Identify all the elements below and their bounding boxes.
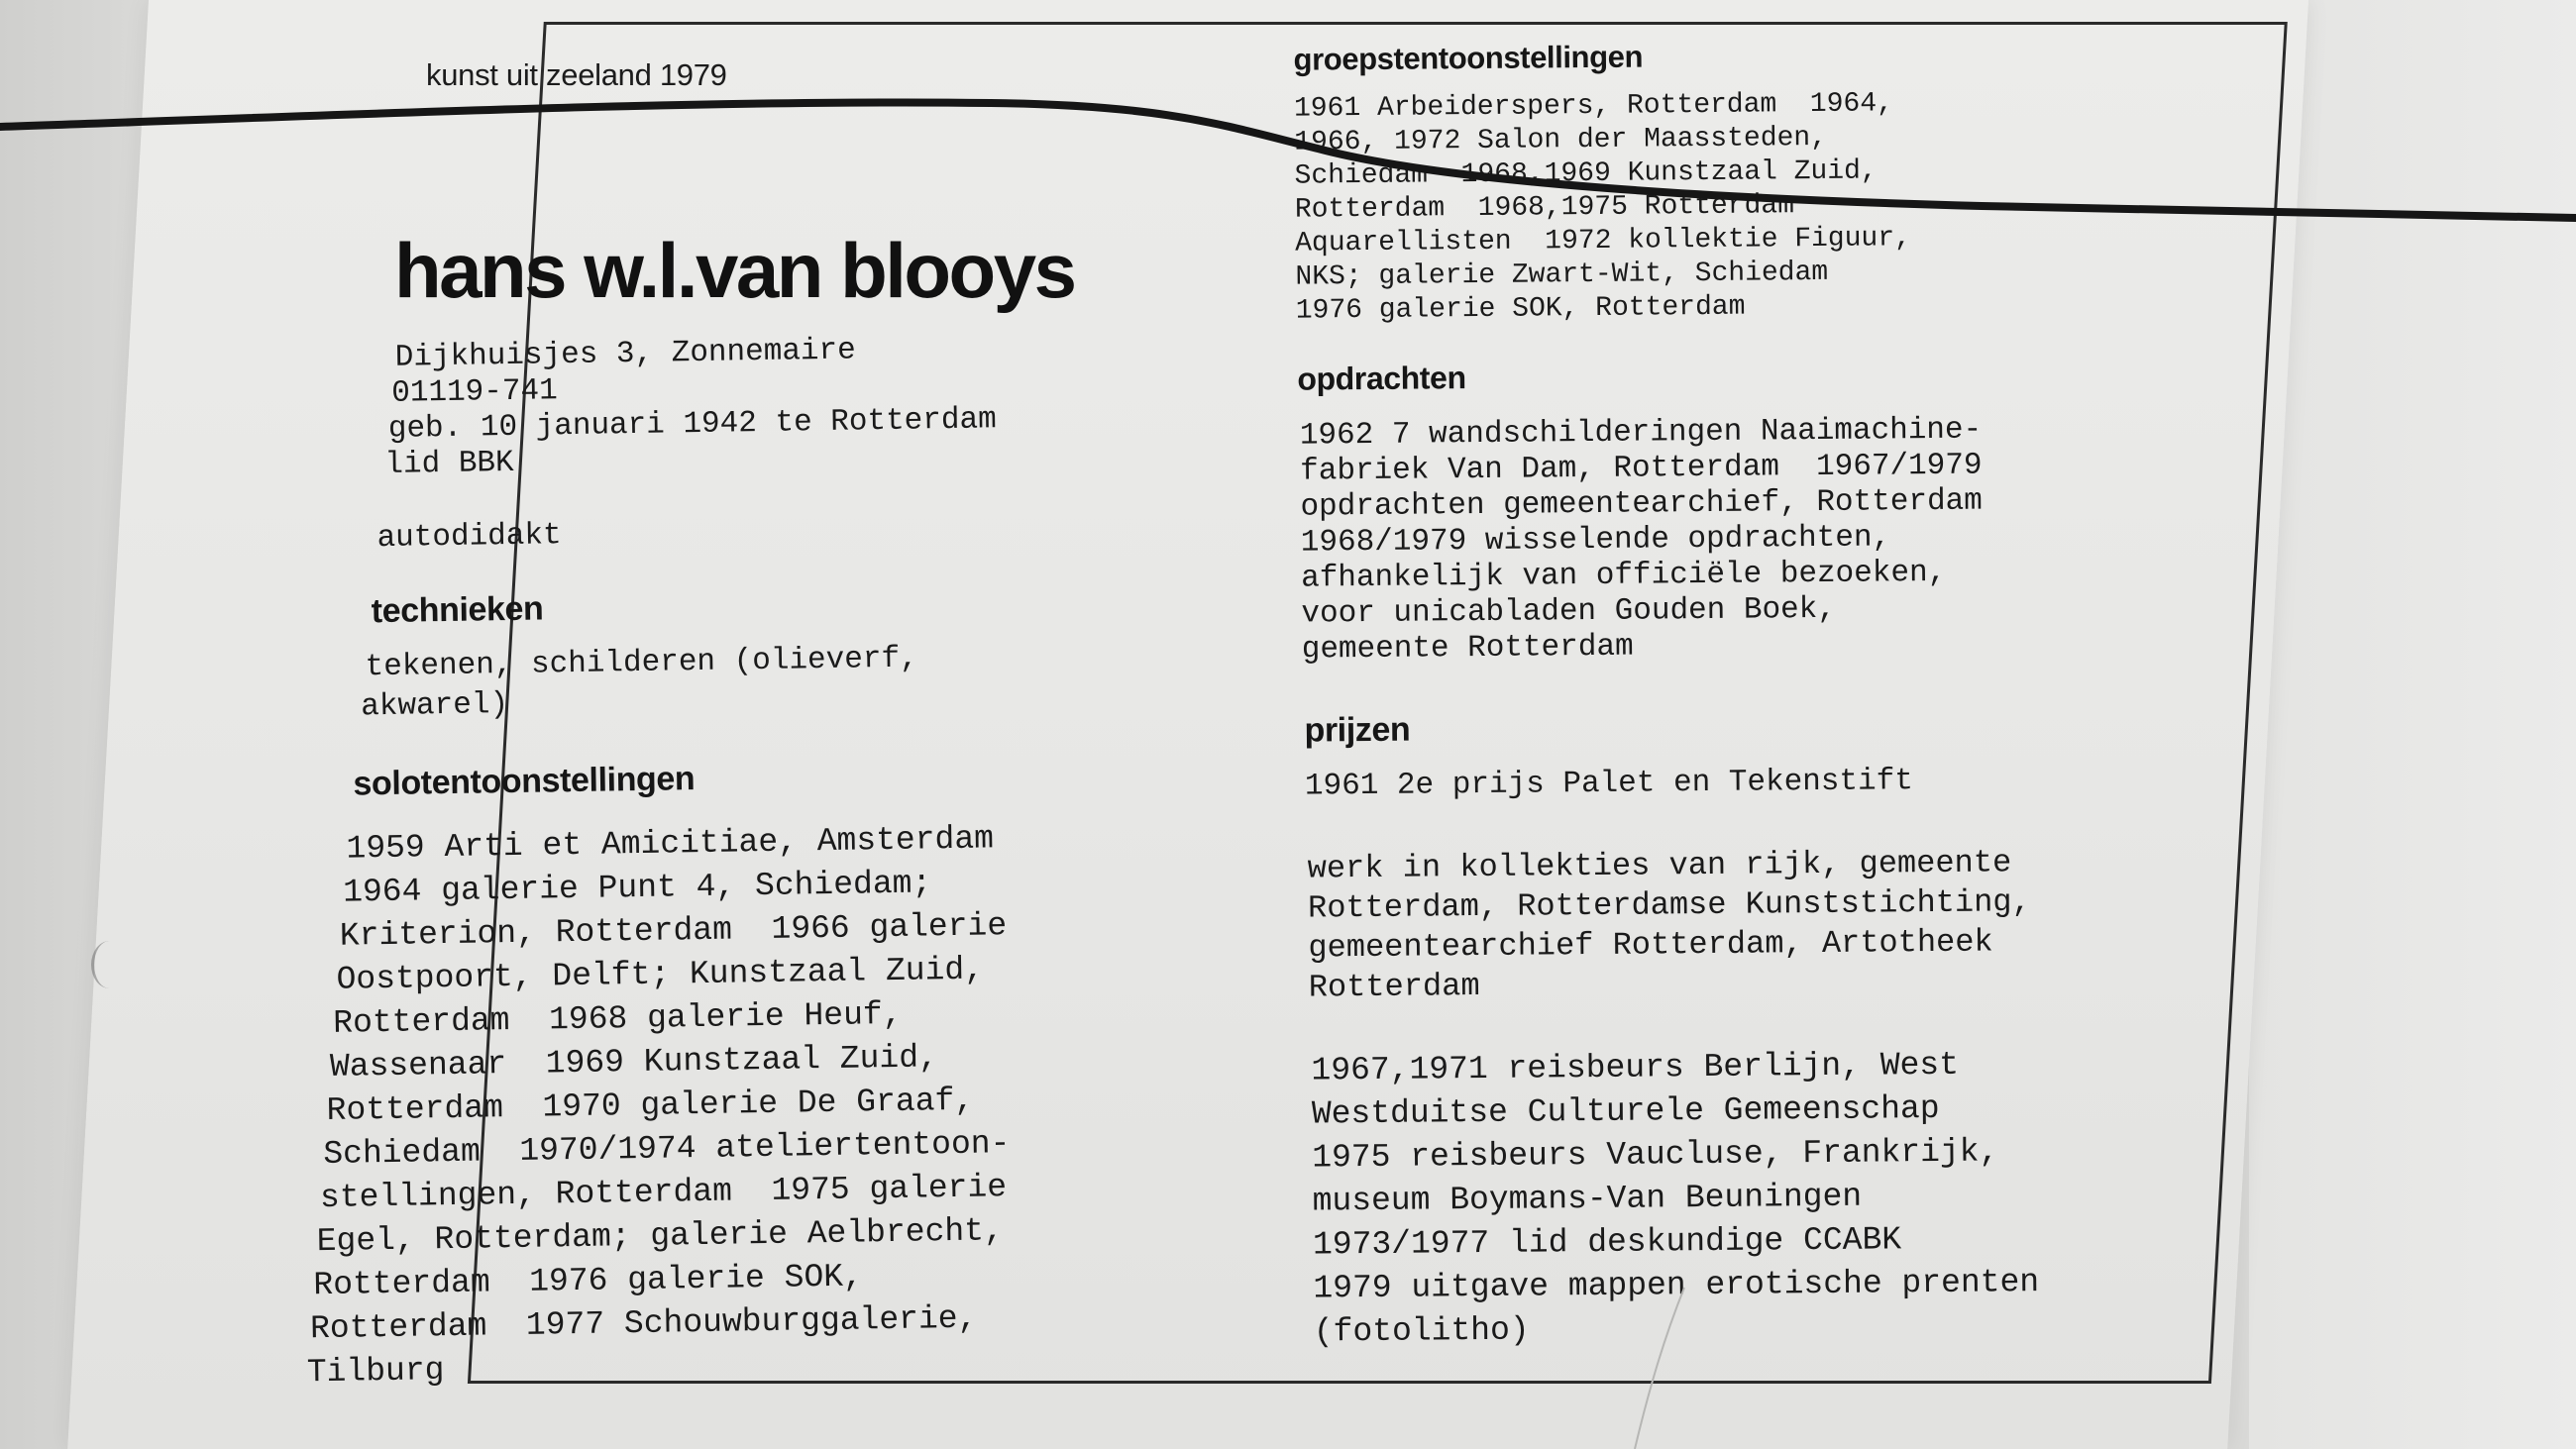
- solo-line: stellingen, Rotterdam 1975 galerie: [319, 1169, 1008, 1217]
- groep-line: 1966, 1972 Salon der Maassteden,: [1294, 122, 1828, 158]
- kollekties-line: werk in kollekties van rijk, gemeente: [1307, 844, 2012, 887]
- solo-line: Rotterdam 1976 galerie SOK,: [313, 1258, 864, 1304]
- solo-line: 1959 Arti et Amicitiae, Amsterdam: [346, 820, 995, 868]
- artist-membership: lid BBK: [384, 445, 514, 482]
- solo-line: Rotterdam 1977 Schouwburggalerie,: [309, 1299, 978, 1348]
- solo-line: Rotterdam 1968 galerie Heuf,: [332, 995, 903, 1042]
- prijzen-heading: prijzen: [1304, 710, 1411, 750]
- technieken-heading: technieken: [371, 589, 544, 631]
- solo-line: Oostpoort, Delft; Kunstzaal Zuid,: [336, 951, 985, 998]
- reisbeurs-line: Westduitse Culturele Gemeenschap: [1311, 1089, 1940, 1133]
- solo-line: Schiedam 1970/1974 ateliertentoon-: [323, 1125, 1011, 1174]
- reisbeurs-line: (fotolitho): [1313, 1311, 1530, 1351]
- opdrachten-line: fabriek Van Dam, Rotterdam 1967/1979: [1300, 448, 1983, 489]
- kollekties-line: gemeentearchief Rotterdam, Artotheek: [1308, 923, 1993, 967]
- opdrachten-line: gemeente Rotterdam: [1301, 629, 1634, 668]
- groep-line: Schiedam 1968,1969 Kunstzaal Zuid,: [1294, 155, 1878, 192]
- technieken-line: akwarel): [360, 687, 509, 725]
- artist-address: Dijkhuisjes 3, Zonnemaire: [394, 333, 857, 375]
- solo-heading: solotentoonstellingen: [353, 760, 696, 803]
- opdrachten-line: 1968/1979 wisselende opdrachten,: [1300, 520, 1891, 561]
- reisbeurs-line: 1967,1971 reisbeurs Berlijn, West: [1311, 1046, 1960, 1089]
- opdrachten-line: voor unicabladen Gouden Boek,: [1301, 591, 1837, 632]
- solo-line: 1964 galerie Punt 4, Schiedam;: [342, 865, 932, 911]
- technieken-line: tekenen, schilderen (olieverf,: [365, 641, 918, 685]
- groep-heading: groepstentoonstellingen: [1293, 39, 1644, 77]
- reisbeurs-line: 1975 reisbeurs Vaucluse, Frankrijk,: [1312, 1133, 1999, 1177]
- opdrachten-line: 1962 7 wandschilderingen Naaimachine-: [1299, 412, 1983, 454]
- reisbeurs-line: museum Boymans-Van Beuningen: [1312, 1178, 1863, 1220]
- kollekties-line: Rotterdam: [1308, 968, 1480, 1006]
- reisbeurs-line: 1979 uitgave mappen erotische prenten: [1313, 1264, 2040, 1307]
- solo-line: Egel, Rotterdam; galerie Aelbrecht,: [316, 1212, 1005, 1261]
- opdrachten-heading: opdrachten: [1297, 360, 1466, 397]
- solo-line: Wassenaar 1969 Kunstzaal Zuid,: [329, 1039, 939, 1086]
- solo-line: Kriterion, Rotterdam 1966 galerie: [339, 907, 1008, 955]
- opdrachten-line: opdrachten gemeentearchief, Rotterdam: [1300, 483, 1983, 525]
- groep-line: 1976 galerie SOK, Rotterdam: [1295, 291, 1746, 327]
- publication-title: kunst uit zeeland 1979: [426, 57, 727, 92]
- prijzen-line: 1961 2e prijs Palet en Tekenstift: [1304, 764, 1914, 804]
- solo-line: Rotterdam 1970 galerie De Graaf,: [326, 1082, 975, 1129]
- solo-line: Tilburg: [306, 1352, 445, 1392]
- artist-phone: 01119-741: [391, 373, 558, 411]
- groep-line: Rotterdam 1968,1975 Rotterdam: [1294, 190, 1795, 226]
- artist-birth: geb. 10 januari 1942 te Rotterdam: [387, 402, 997, 447]
- kollekties-line: Rotterdam, Rotterdamse Kunststichting,: [1307, 883, 2031, 927]
- artist-name: hans w.l.van blooys: [394, 227, 1075, 314]
- opdrachten-line: afhankelijk van officiële bezoeken,: [1300, 555, 1947, 596]
- groep-line: 1961 Arbeiderspers, Rotterdam 1964,: [1293, 88, 1894, 125]
- reisbeurs-line: 1973/1977 lid deskundige CCABK: [1312, 1221, 1902, 1264]
- artist-training: autodidakt: [376, 518, 562, 557]
- groep-line: NKS; galerie Zwart-Wit, Schiedam: [1295, 257, 1829, 293]
- groep-line: Aquarellisten 1972 kollektie Figuur,: [1295, 223, 1912, 259]
